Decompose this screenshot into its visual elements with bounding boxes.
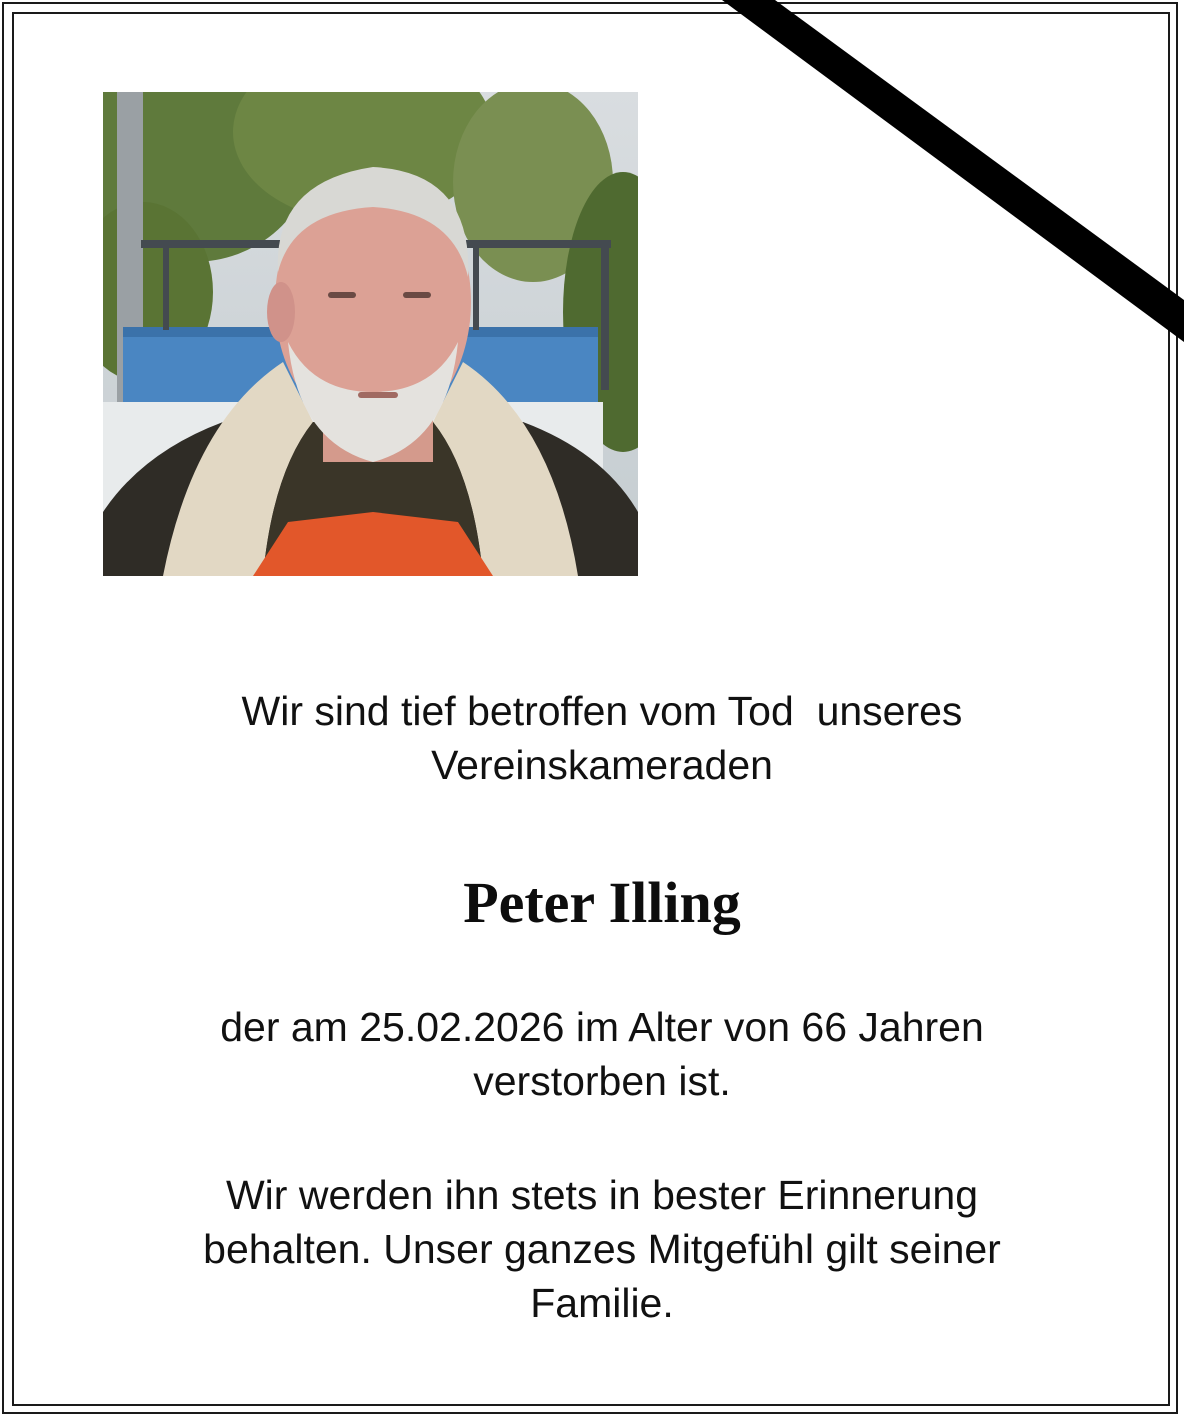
death-text bbox=[60, 1000, 1144, 1108]
closing-line-3: Familie. bbox=[530, 1280, 674, 1326]
intro-line-2: Vereinskameraden bbox=[431, 742, 773, 788]
intro-line-1: Wir sind tief betroffen vom Tod unseres bbox=[241, 688, 963, 734]
closing-line-1: Wir werden ihn stets in bester Erinnerung bbox=[225, 1172, 978, 1218]
death-line-1: der am 25.02.2026 im Alter von 66 Jahren bbox=[220, 1004, 984, 1050]
closing-line-2: behalten. Unser ganzes Mitgefühl gilt seiner bbox=[203, 1226, 1001, 1272]
deceased-name: Peter Illing bbox=[463, 870, 741, 935]
portrait-photo bbox=[103, 92, 638, 576]
death-line-2: verstorben ist. bbox=[473, 1058, 731, 1104]
intro-text bbox=[60, 684, 1144, 792]
closing-text bbox=[60, 1168, 1144, 1330]
